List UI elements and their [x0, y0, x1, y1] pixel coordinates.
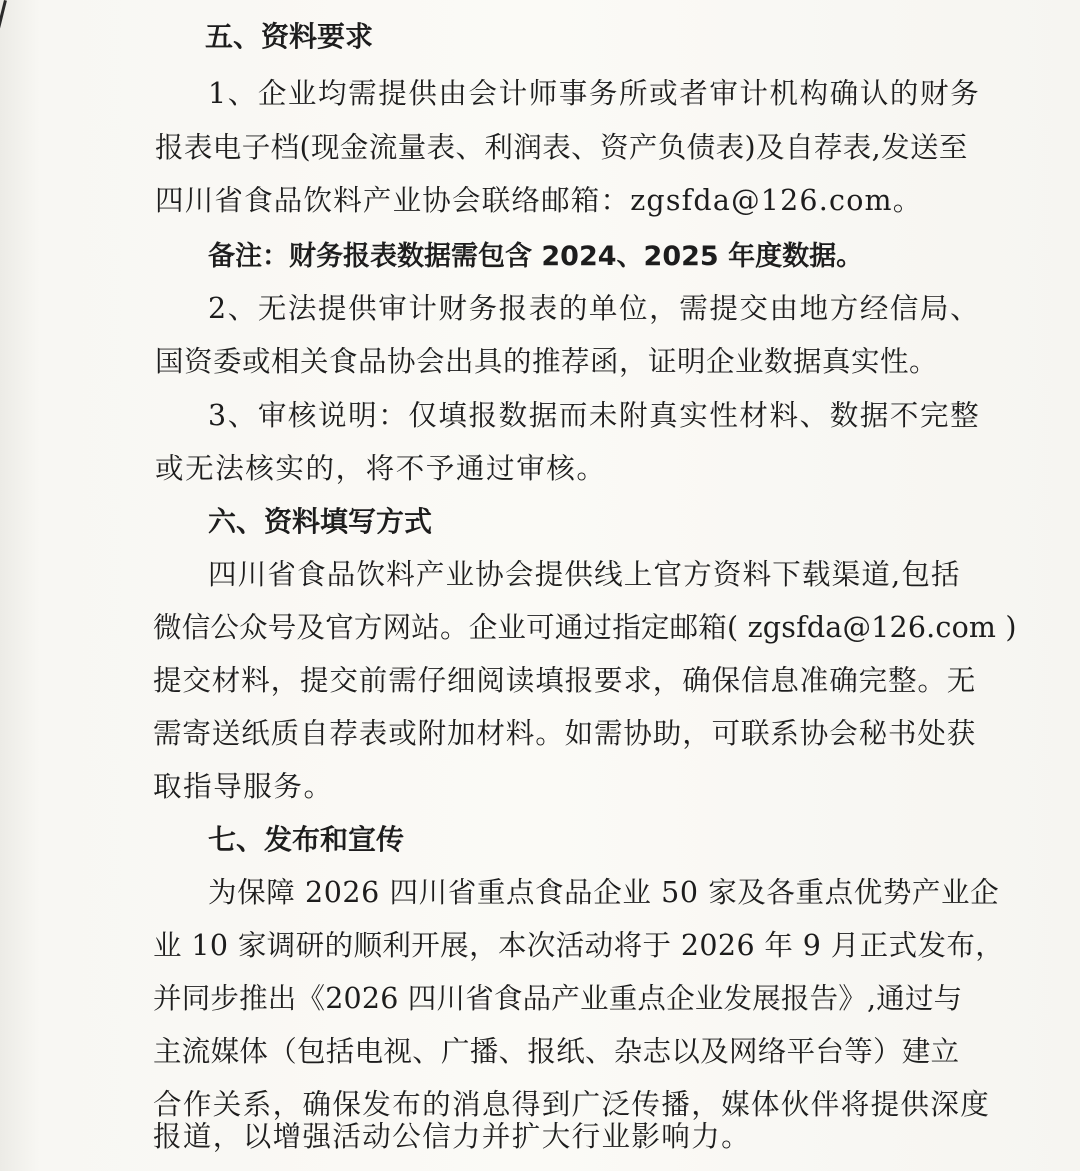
section-7-para-line-5: 合作关系，确保发布的消息得到广泛传播，媒体伙伴将提供深度	[153, 1088, 991, 1121]
section-5-item-1-line-3: 四川省食品饮料产业协会联络邮箱：zgsfda@126.com。	[155, 184, 923, 217]
section-6-para-line-5: 取指导服务。	[153, 770, 334, 803]
section-5-item-1-line-2: 报表电子档(现金流量表、利润表、资产负债表)及自荐表,发送至	[155, 131, 968, 164]
section-6-para-line-1: 四川省食品饮料产业协会提供线上官方资料下载渠道,包括	[208, 558, 961, 591]
page-edge-mark	[0, 0, 18, 90]
section-5-note: 备注：财务报表数据需包含 2024、2025 年度数据。	[208, 241, 864, 272]
section-5-item-2-line-1: 2、无法提供审计财务报表的单位，需提交由地方经信局、	[208, 292, 981, 325]
section-7-para-line-3: 并同步推出《2026 四川省食品产业重点企业发展报告》,通过与	[153, 982, 963, 1015]
section-5-item-3-line-2: 或无法核实的，将不予通过审核。	[155, 452, 607, 485]
section-7-para-line-6: 报道，以增强活动公信力并扩大行业影响力。	[153, 1120, 752, 1153]
section-5-item-3-line-1: 3、审核说明：仅填报数据而未附真实性材料、数据不完整	[208, 399, 981, 432]
section-6-heading: 六、资料填写方式	[208, 505, 433, 538]
section-7-para-line-2: 业 10 家调研的顺利开展，本次活动将于 2026 年 9 月正式发布，	[153, 929, 1005, 962]
section-7-heading: 七、发布和宣传	[208, 823, 405, 856]
section-6-para-line-2: 微信公众号及官方网站。企业可通过指定邮箱( zgsfda@126.com )	[153, 611, 1017, 644]
section-5-heading: 五、资料要求	[205, 20, 374, 53]
section-6-para-line-3: 提交材料，提交前需仔细阅读填报要求，确保信息准确完整。无	[153, 664, 977, 697]
section-6-para-line-4: 需寄送纸质自荐表或附加材料。如需协助，可联系协会秘书处获	[153, 717, 977, 750]
section-7-para-line-1: 为保障 2026 四川省重点食品企业 50 家及各重点优势产业企	[208, 876, 1000, 909]
section-5-item-2-line-2: 国资委或相关食品协会出具的推荐函，证明企业数据真实性。	[155, 345, 939, 378]
section-5-item-1-line-1: 1、企业均需提供由会计师事务所或者审计机构确认的财务	[208, 77, 981, 110]
section-7-para-line-4: 主流媒体（包括电视、广播、报纸、杂志以及网络平台等）建立	[153, 1035, 960, 1068]
